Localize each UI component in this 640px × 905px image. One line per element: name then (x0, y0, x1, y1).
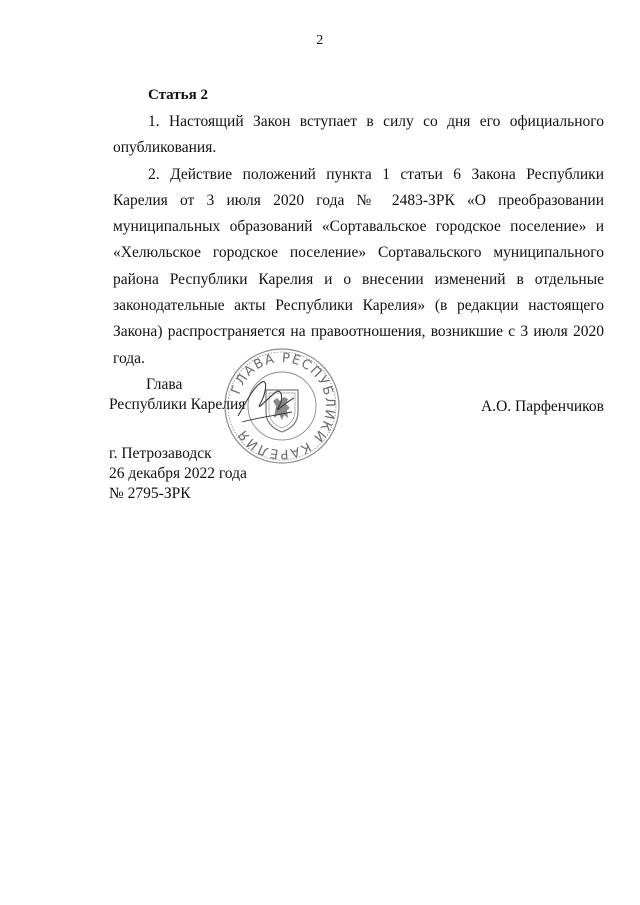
seal-text: ГЛАВА РЕСПУБЛИКИ КАРЕЛИЯ (228, 350, 338, 462)
page-number: 2 (316, 33, 324, 48)
signatory-title-line1: Глава (146, 376, 183, 393)
handwritten-signature (232, 372, 302, 432)
signatory-title-line2: Республики Карелия (109, 396, 246, 413)
place-of-signing: г. Петрозаводск (109, 445, 212, 462)
paragraph-2: 2. Действие положений пункта 1 статьи 6 Закона Республики Карелия от 3 июля 2020 года № 2483-ЗРК «О преобразовании муниципальных образований «Сортавальское городское поселение» и «Хелюльское городское поселение» Сортавальского муниципального района Республики Карелия и о внесении изменений в отдельные законодательные акты Республики Карелия» (в редакции настоящего Закона) распространяется на правоотношения, возникшие с 3 июля 2020 года. (113, 165, 604, 367)
paragraph-1: 1. Настоящий Закон вступает в силу со дня его официального опубликования. (113, 113, 604, 157)
law-number: № 2795-ЗРК (109, 485, 191, 502)
signing-date: 26 декабря 2022 года (109, 465, 247, 482)
article-title: Статья 2 (148, 87, 208, 103)
signatory-name: А.О. Парфенчиков (481, 398, 604, 415)
article-body (113, 109, 604, 372)
